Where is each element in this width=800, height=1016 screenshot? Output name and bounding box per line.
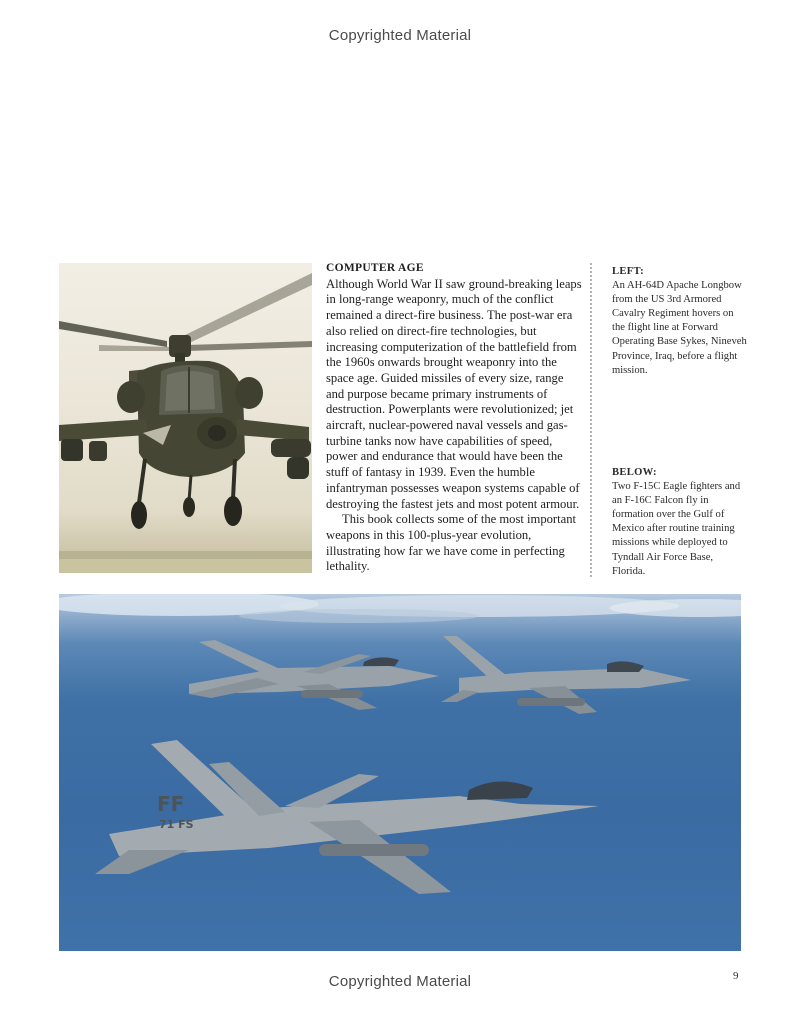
caption-left-text: An AH-64D Apache Longbow from the US 3rd Armored Cavalry Regiment hovers on the flight line at Forward Operating Base Sykes, Nineveh Province, Iraq, before a flight mission.	[612, 280, 747, 376]
caption-below	[612, 466, 747, 579]
caption-below-text: Two F-15C Eagle fighters and an F-16C Falcon fly in formation over the Gulf of Mexico after routine training missions while deployed to Tyndall Air Force Base, Florida.	[612, 481, 741, 577]
fighter-jets-photo	[59, 594, 741, 951]
page-number: 9	[733, 970, 739, 982]
apache-helicopter-photo	[59, 263, 312, 573]
tail-code-text: FF	[157, 792, 185, 816]
caption-left-label: LEFT:	[612, 266, 644, 277]
article-paragraph-2: This book collects some of the most important weapons in this 100-plus-year evolution, illustrating how far we have come in perfecting lethality.	[326, 512, 576, 574]
caption-below-label: BELOW:	[612, 467, 657, 478]
tail-squadron-text: 71 FS	[159, 818, 194, 831]
dotted-separator	[590, 263, 592, 577]
copyright-watermark-top: Copyrighted Material	[328, 27, 472, 44]
caption-left	[612, 265, 747, 378]
article-paragraph-1: Although World War II saw ground-breaking leaps in long-range weaponry, much of the conflict remained a direct-fire business. The post-war era also relied on direct-fire technologies, but increasing computerization of the battlefield from the 1960s onwards brought weaponry into the space age. Guided missiles of every size, range and purpose became primary instruments of destruction. Powerplants were revolutionized; jet aircraft, nuclear-powered naval vessels and gas-turbine tanks now have capabilities of speed, power and endurance that would have been the stuff of fantasy in 1939. Even the humble infantryman possesses weapon systems capable of destroying the fastest jets and most potent armour.	[326, 276, 582, 511]
copyright-watermark-bottom: Copyrighted Material	[328, 973, 472, 990]
section-heading: COMPUTER AGE	[326, 262, 424, 274]
article-text	[326, 261, 582, 575]
